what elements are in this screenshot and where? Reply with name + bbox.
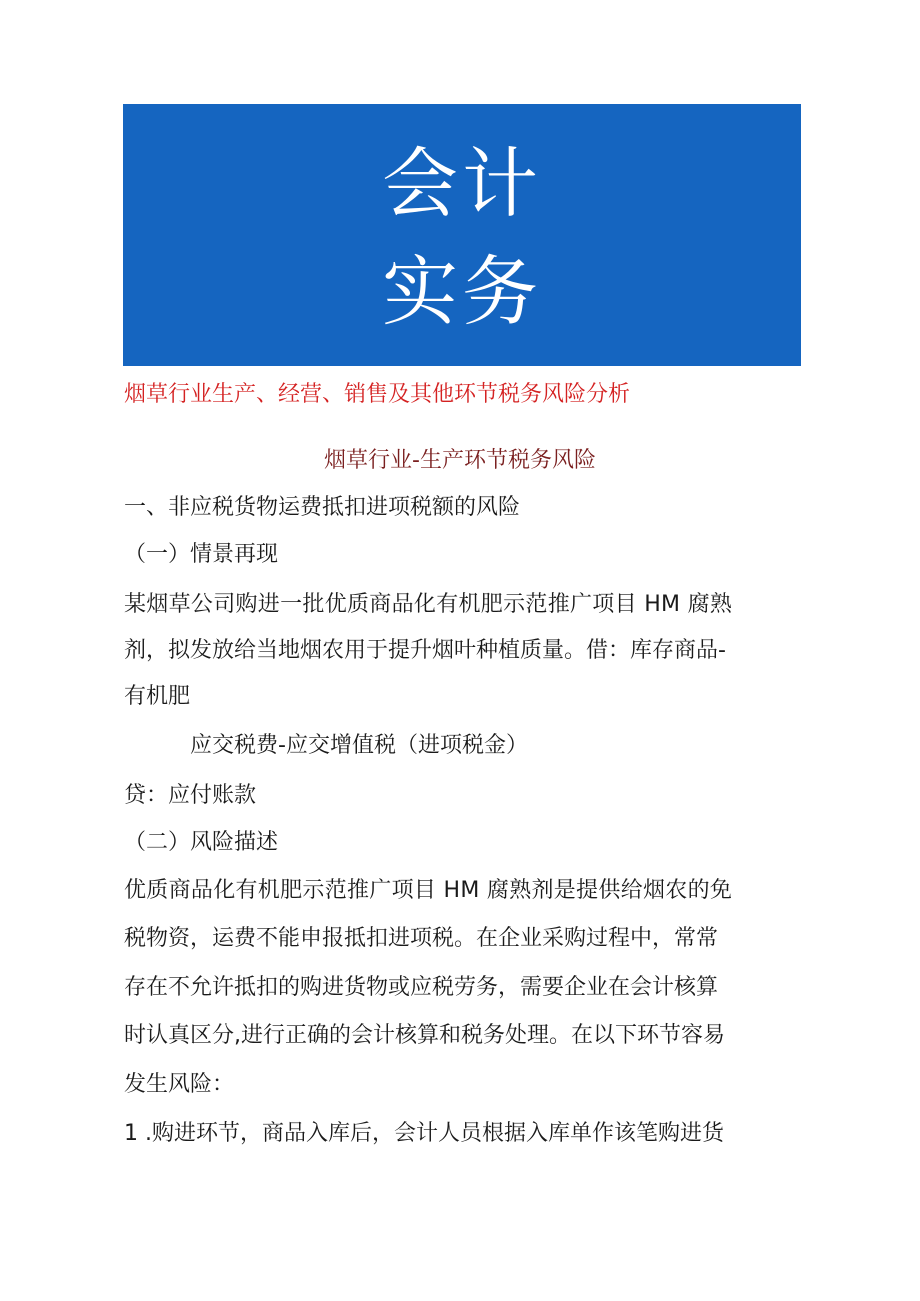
subheading-risk: （二）风险描述 — [124, 830, 279, 855]
paragraph-2-line-3: 存在不允许抵扣的购进货物或应税劳务，需要企业在会计核算 — [124, 975, 719, 1000]
heading-1: 一、非应税货物运费抵扣进项税额的风险 — [124, 495, 521, 520]
cover-title-line2: 实务 — [382, 247, 542, 336]
list-item-1: 1 .购进环节，商品入库后，会计人员根据入库单作该笔购进货 — [124, 1121, 724, 1146]
subheading-scenario: （一）情景再现 — [124, 542, 279, 567]
paragraph-1-line-1: 某烟草公司购进一批优质商品化有机肥示范推广项目 HM 腐熟 — [124, 592, 733, 617]
cover-banner — [123, 104, 801, 366]
paragraph-1-line-2: 剂，拟发放给当地烟农用于提升烟叶种植质量。借：库存商品- — [124, 638, 726, 663]
paragraph-2-line-1: 优质商品化有机肥示范推广项目 HM 腐熟剂是提供给烟农的免 — [124, 878, 733, 903]
credit-line: 贷：应付账款 — [124, 783, 257, 808]
paragraph-2-line-2: 税物资，运费不能申报抵扣进项税。在企业采购过程中，常常 — [124, 926, 719, 951]
cover-title-line1: 会计 — [382, 139, 542, 228]
paragraph-1-line-3: 有机肥 — [124, 684, 191, 709]
document-title: 烟草行业生产、经营、销售及其他环节税务风险分析 — [124, 382, 631, 407]
section-title: 烟草行业-生产环节税务风险 — [324, 448, 596, 473]
paragraph-2-line-4: 时认真区分,进行正确的会计核算和税务处理。在以下环节容易 — [124, 1023, 725, 1048]
paragraph-2-line-5: 发生风险： — [124, 1072, 235, 1097]
journal-entry-line: 应交税费-应交增值税（进项税金） — [190, 733, 528, 758]
